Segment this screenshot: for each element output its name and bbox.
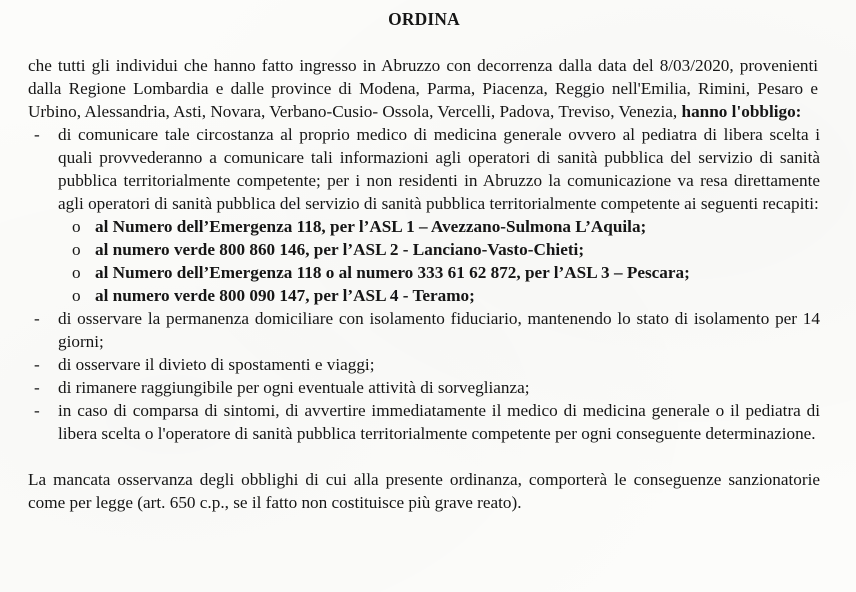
obligation-item bbox=[28, 353, 820, 376]
contacts-list bbox=[58, 215, 820, 307]
dash-bullet: - bbox=[34, 378, 40, 397]
obligation-text: di rimanere raggiungibile per ogni eventuale attività di sorveglianza; bbox=[58, 378, 530, 397]
obligation-item bbox=[28, 376, 820, 399]
contact-text: al Numero dell’Emergenza 118 o al numero 333 61 62 872, per l’ASL 3 – Pescara; bbox=[95, 263, 690, 282]
dash-bullet: - bbox=[34, 309, 40, 328]
intro-text: che tutti gli individui che hanno fatto ingresso in Abruzzo con decorrenza dalla data del 8/03/2020, provenienti dalla Regione Lombardia e dalle province di Modena, Parma, Piacenza, Reggio nell'Emilia, Rimini, Pesaro e Urbino, Alessandria, Asti, Novara, Verbano-Cusio- Ossola, Vercelli, Padova, Treviso, Venezia, bbox=[28, 56, 818, 121]
obligations-list bbox=[28, 123, 820, 445]
circle-bullet: o bbox=[72, 286, 81, 305]
contact-item bbox=[68, 215, 820, 238]
intro-paragraph bbox=[28, 54, 820, 123]
obligation-text: di osservare il divieto di spostamenti e viaggi; bbox=[58, 355, 375, 374]
circle-bullet: o bbox=[72, 240, 81, 259]
obligation-item bbox=[28, 307, 820, 353]
dash-bullet: - bbox=[34, 125, 40, 144]
contact-text: al numero verde 800 090 147, per l’ASL 4 - Teramo; bbox=[95, 286, 475, 305]
contact-item bbox=[68, 261, 820, 284]
intro-bold-tail: hanno l'obbligo: bbox=[681, 102, 802, 121]
obligation-text: di comunicare tale circostanza al proprio medico di medicina generale ovvero al pediatra di libera scelta i quali provvederanno a comunicare tali informazioni agli operatori di sanità pubblica del servizio di sanità pubblica territorialmente competente; per i non residenti in Abruzzo la comunicazione va resa direttamente agli operatori di sanità pubblica del servizio di sanità pubblica territorialmente competente ai seguenti recapiti: bbox=[58, 125, 820, 213]
circle-bullet: o bbox=[72, 217, 81, 236]
contact-item bbox=[68, 284, 820, 307]
circle-bullet: o bbox=[72, 263, 81, 282]
document-heading: ORDINA bbox=[388, 9, 460, 29]
closing-paragraph: La mancata osservanza degli obblighi di cui alla presente ordinanza, comporterà le conseguenze sanzionatorie come per legge (art. 650 c.p., se il fatto non costituisce più grave reato). bbox=[28, 470, 820, 512]
obligation-item bbox=[28, 399, 820, 445]
contact-text: al Numero dell’Emergenza 118, per l’ASL 1 – Avezzano-Sulmona L’Aquila; bbox=[95, 217, 647, 236]
dash-bullet: - bbox=[34, 355, 40, 374]
dash-bullet: - bbox=[34, 401, 40, 420]
obligation-text: di osservare la permanenza domiciliare con isolamento fiduciario, mantenendo lo stato di isolamento per 14 giorni; bbox=[58, 309, 820, 351]
contact-text: al numero verde 800 860 146, per l’ASL 2 - Lanciano-Vasto-Chieti; bbox=[95, 240, 585, 259]
obligation-text: in caso di comparsa di sintomi, di avvertire immediatamente il medico di medicina generale o il pediatra di libera scelta o l'operatore di sanità pubblica territorialmente competente per ogni conseguente determinazione. bbox=[58, 401, 820, 443]
contact-item bbox=[68, 238, 820, 261]
obligation-item bbox=[28, 123, 820, 307]
